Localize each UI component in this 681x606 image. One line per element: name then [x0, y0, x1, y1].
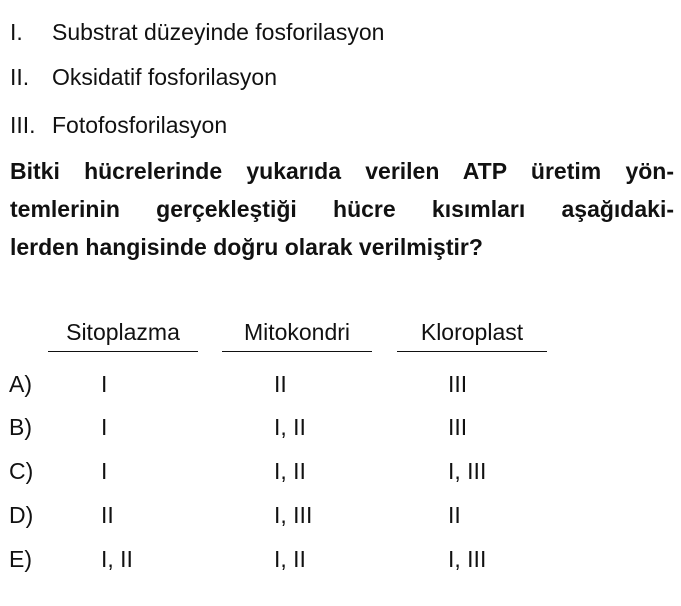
statement-text: Oksidatif fosforilasyon: [52, 64, 277, 90]
cell-sitoplazma: I: [101, 371, 108, 397]
cell-sitoplazma: II: [101, 502, 114, 528]
answer-option-a[interactable]: [0, 369, 681, 399]
option-letter: B): [9, 414, 32, 440]
question-line-1: Bitki hücrelerinde yukarıda verilen ATP üretim yön-: [10, 158, 674, 184]
cell-mitokondri: II: [274, 371, 287, 397]
cell-mitokondri: I, II: [274, 546, 306, 572]
column-header-mitokondri: Mitokondri: [243, 319, 351, 345]
column-header-sitoplazma: Sitoplazma: [66, 319, 180, 345]
cell-kloroplast: I, III: [448, 458, 487, 484]
cell-sitoplazma: I: [101, 458, 108, 484]
statement-text: Substrat düzeyinde fosforilasyon: [52, 19, 385, 45]
cell-mitokondri: I, II: [274, 414, 306, 440]
question-stem: [10, 152, 674, 266]
column-header-kloroplast: Kloroplast: [420, 319, 524, 345]
option-letter: A): [9, 371, 32, 397]
statement-2: [10, 63, 277, 91]
column-rule-kloroplast: [397, 351, 547, 352]
statement-3: [10, 111, 228, 139]
statement-numeral: I.: [10, 19, 23, 45]
column-rule-sitoplazma: [48, 351, 198, 352]
cell-sitoplazma: I: [101, 414, 108, 440]
cell-kloroplast: I, III: [448, 546, 487, 572]
cell-kloroplast: II: [448, 502, 461, 528]
option-letter: C): [9, 458, 34, 484]
answer-option-d[interactable]: [0, 500, 681, 530]
answer-option-e[interactable]: [0, 544, 681, 574]
answer-option-c[interactable]: [0, 456, 681, 486]
cell-kloroplast: III: [448, 371, 468, 397]
question-line-2: temlerinin gerçekleştiği hücre kısımları aşağıdaki-: [10, 196, 674, 222]
cell-sitoplazma: I, II: [101, 546, 133, 572]
statement-1: [10, 18, 385, 46]
option-letter: D): [9, 502, 34, 528]
cell-kloroplast: III: [448, 414, 468, 440]
answer-option-b[interactable]: [0, 412, 681, 442]
option-letter: E): [9, 546, 32, 572]
column-rule-mitokondri: [222, 351, 372, 352]
statement-numeral: III.: [10, 112, 36, 138]
statement-text: Fotofosforilasyon: [52, 112, 228, 138]
cell-mitokondri: I, III: [274, 502, 313, 528]
statement-numeral: II.: [10, 64, 30, 90]
cell-mitokondri: I, II: [274, 458, 306, 484]
question-line-3: lerden hangisinde doğru olarak verilmiştir?: [10, 234, 483, 260]
